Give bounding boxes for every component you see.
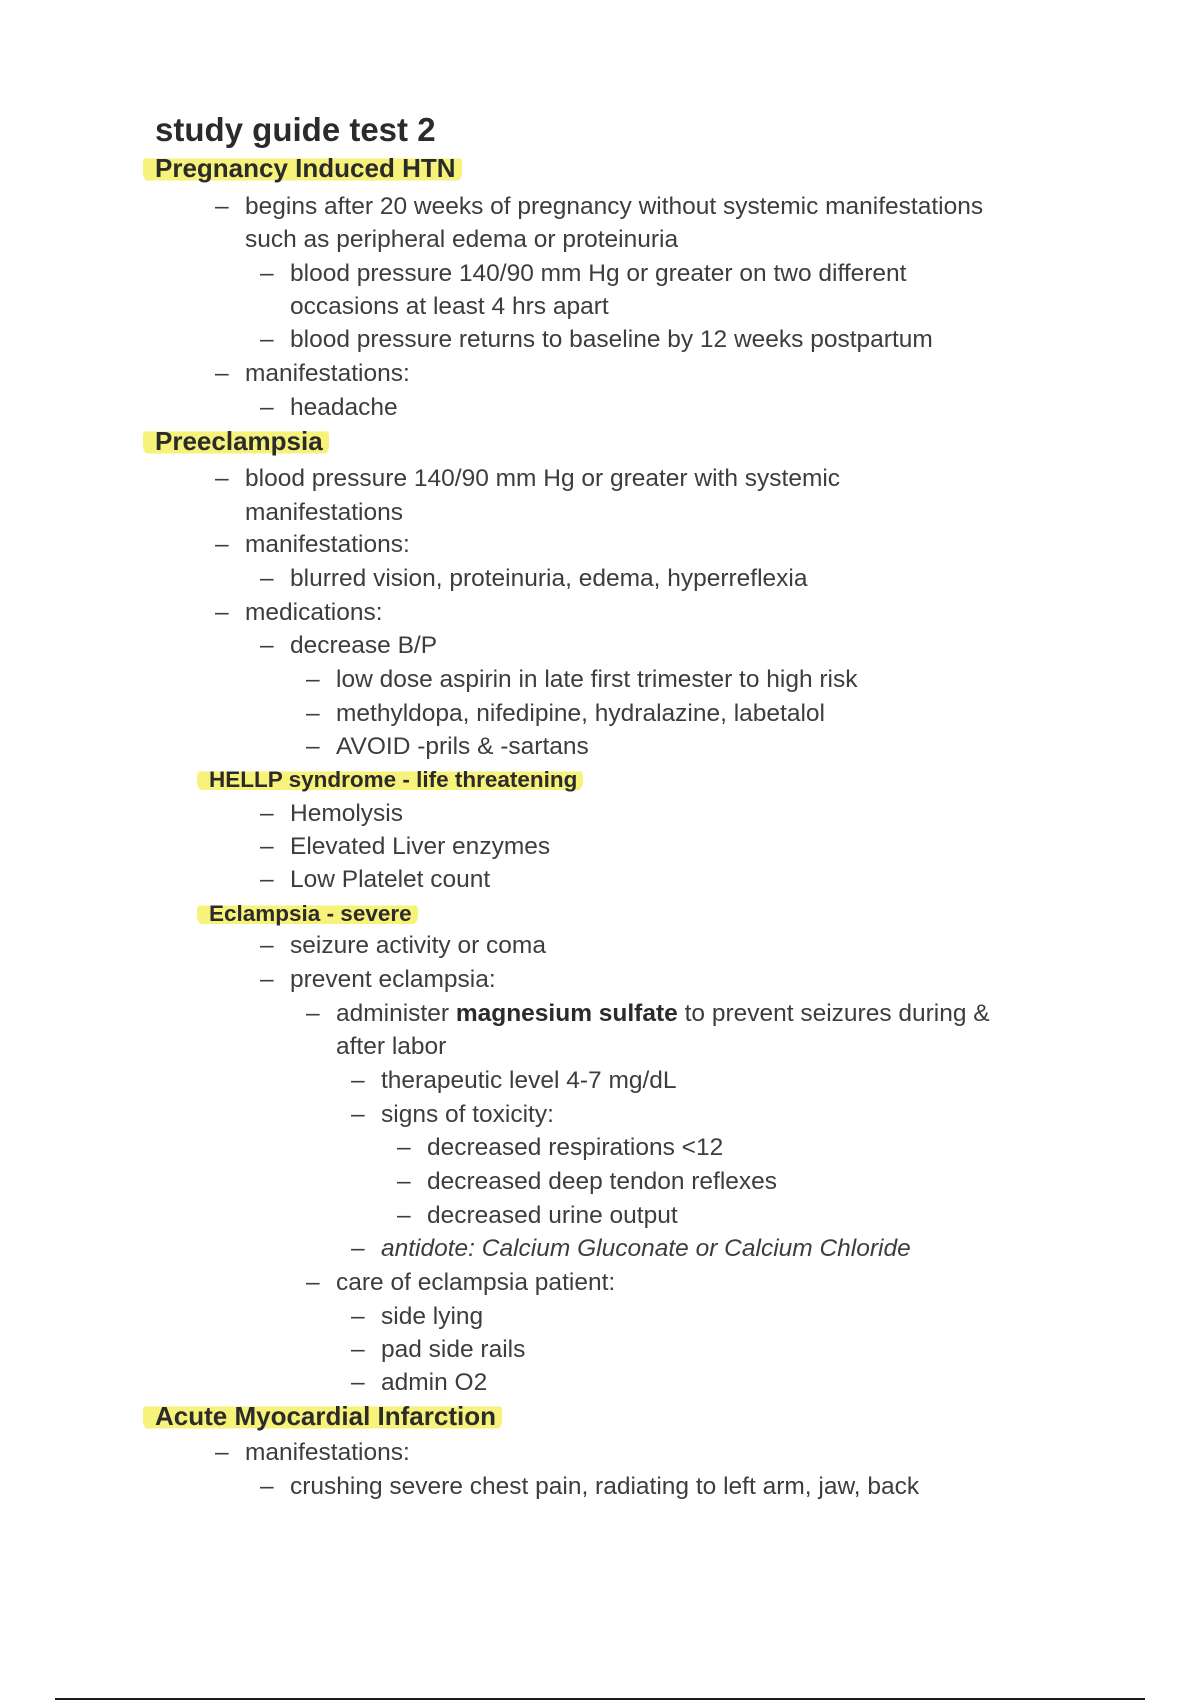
list-item-continuation: after labor: [336, 1033, 447, 1060]
list-item: – blurred vision, proteinuria, edema, hyperreflexia: [260, 565, 808, 592]
list-item: – begins after 20 weeks of pregnancy without systemic manifestations: [215, 193, 984, 220]
list-item: – AVOID -prils & -sartans: [306, 733, 589, 760]
highlight-mark: Preeclampsia: [143, 426, 329, 456]
heading-hellp-syndrome: [197, 762, 583, 798]
list-item-continuation: manifestations: [245, 499, 403, 526]
list-item: – Elevated Liver enzymes: [260, 833, 551, 860]
list-item: – crushing severe chest pain, radiating to left arm, jaw, back: [260, 1473, 920, 1500]
highlight-mark: Pregnancy Induced HTN: [143, 153, 462, 183]
heading-preeclampsia: [143, 423, 329, 459]
list-item: – admin O2: [351, 1369, 488, 1396]
list-item: – administer magnesium sulfate to prevent seizures during &: [306, 1000, 990, 1027]
list-item: – seizure activity or coma: [260, 932, 546, 959]
list-item: – signs of toxicity:: [351, 1101, 554, 1128]
list-item: – decrease B/P: [260, 632, 438, 659]
list-item: – manifestations:: [215, 531, 410, 558]
heading-eclampsia: [197, 896, 418, 932]
list-item: – blood pressure 140/90 mm Hg or greater on two different: [260, 260, 907, 287]
list-item: – medications:: [215, 599, 383, 626]
list-item: – methyldopa, nifedipine, hydralazine, labetalol: [306, 700, 825, 727]
page-title: study guide test 2: [155, 111, 436, 148]
list-item-continuation: occasions at least 4 hrs apart: [290, 293, 609, 320]
list-item: – decreased respirations <12: [397, 1134, 724, 1161]
list-item: – therapeutic level 4-7 mg/dL: [351, 1067, 677, 1094]
list-item: – prevent eclampsia:: [260, 966, 496, 993]
list-item: – blood pressure returns to baseline by 12 weeks postpartum: [260, 326, 933, 353]
heading-pregnancy-induced-htn: [143, 150, 462, 186]
list-item: – side lying: [351, 1303, 484, 1330]
list-item: – pad side rails: [351, 1336, 526, 1363]
list-item: – manifestations:: [215, 1439, 410, 1466]
list-item: – manifestations:: [215, 360, 410, 387]
list-item-continuation: such as peripheral edema or proteinuria: [245, 226, 679, 253]
list-item: – decreased deep tendon reflexes: [397, 1168, 778, 1195]
highlight-mark: Acute Myocardial Infarction: [143, 1401, 502, 1431]
highlight-mark: Eclampsia - severe: [197, 901, 418, 926]
highlight-mark: HELLP syndrome - life threatening: [197, 767, 583, 792]
list-item: – decreased urine output: [397, 1202, 678, 1229]
heading-acute-myocardial-infarction: [143, 1398, 502, 1434]
list-item: – care of eclampsia patient:: [306, 1269, 616, 1296]
list-item: – headache: [260, 394, 398, 421]
list-item: – blood pressure 140/90 mm Hg or greater with systemic: [215, 465, 841, 492]
list-item: – Low Platelet count: [260, 866, 491, 893]
list-item: – low dose aspirin in late first trimester to high risk: [306, 666, 858, 693]
list-item: – antidote: Calcium Gluconate or Calcium Chloride: [351, 1235, 911, 1262]
list-item: – Hemolysis: [260, 800, 403, 827]
